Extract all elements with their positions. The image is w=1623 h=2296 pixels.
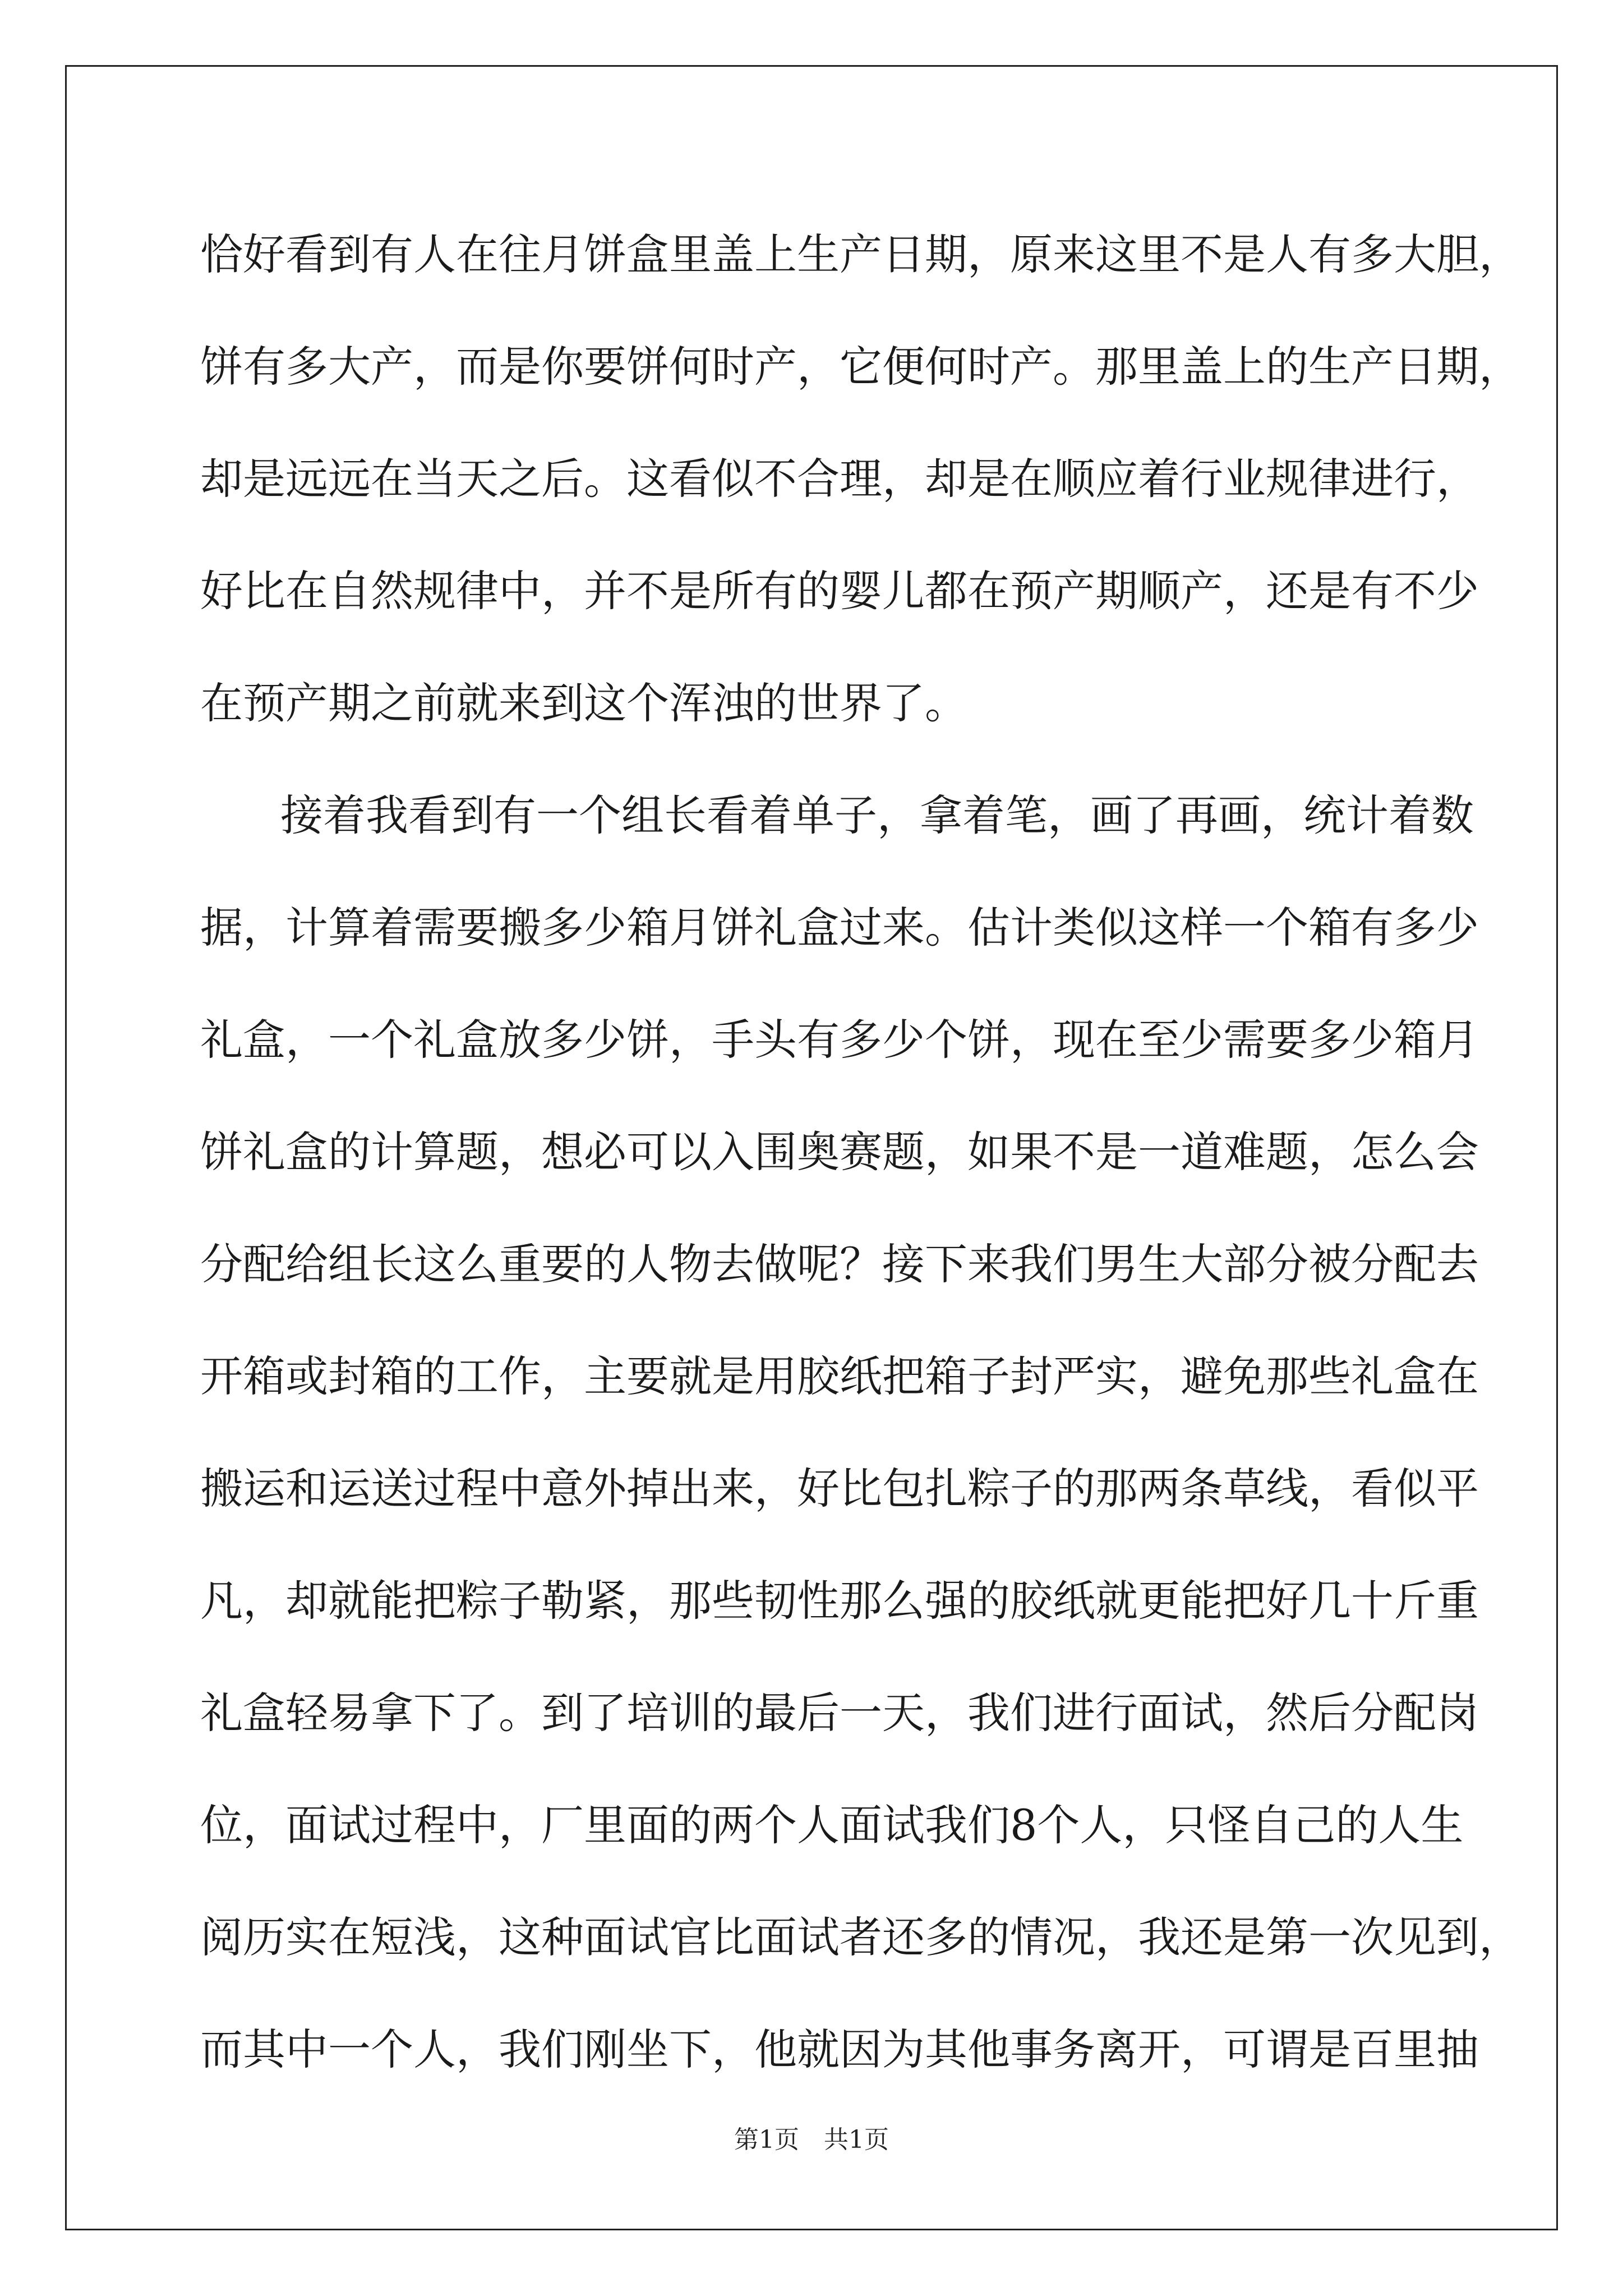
paragraph-line: 搬运和运送过程中意外掉出来，好比包扎粽子的那两条草线，看似平 bbox=[200, 1464, 1479, 1513]
paragraph-line: 阅历实在短浅，这种面试官比面试者还多的情况，我还是第一次见到， bbox=[200, 1912, 1521, 1962]
paragraph-line: 接着我看到有一个组长看着单子，拿着笔，画了再画，统计着数 bbox=[280, 790, 1474, 840]
paragraph-line: 好比在自然规律中，并不是所有的婴儿都在预产期顺产，还是有不少 bbox=[200, 566, 1479, 616]
page-footer: 第1页 共1页 bbox=[734, 2125, 889, 2154]
paragraph-line: 开箱或封箱的工作，主要就是用胶纸把箱子封严实，避免那些礼盒在 bbox=[200, 1351, 1479, 1401]
paragraph-line: 恰好看到有人在往月饼盒里盖上生产日期，原来这里不是人有多大胆， bbox=[200, 229, 1521, 279]
paragraph-line: 位，面试过程中，厂里面的两个人面试我们8个人，只怪自己的人生 bbox=[200, 1800, 1464, 1850]
paragraph-line: 饼礼盒的计算题，想必可以入围奥赛题，如果不是一道难题，怎么会 bbox=[200, 1127, 1479, 1177]
paragraph-line: 在预产期之前就来到这个浑浊的世界了。 bbox=[200, 678, 967, 728]
paragraph-line: 凡，却就能把粽子勒紧，那些韧性那么强的胶纸就更能把好几十斤重 bbox=[200, 1576, 1479, 1626]
paragraph-line: 而其中一个人，我们刚坐下，他就因为其他事务离开，可谓是百里抽 bbox=[200, 2024, 1479, 2074]
paragraph-line: 礼盒，一个礼盒放多少饼，手头有多少个饼，现在至少需要多少箱月 bbox=[200, 1015, 1479, 1065]
paragraph-line: 饼有多大产，而是你要饼何时产，它便何时产。那里盖上的生产日期， bbox=[200, 342, 1521, 392]
paragraph-line: 据，计算着需要搬多少箱月饼礼盒过来。估计类似这样一个箱有多少 bbox=[200, 903, 1479, 953]
paragraph-line: 却是远远在当天之后。这看似不合理，却是在顺应着行业规律进行， bbox=[200, 454, 1479, 504]
paragraph-line: 分配给组长这么重要的人物去做呢？接下来我们男生大部分被分配去 bbox=[200, 1239, 1479, 1289]
paragraph-line: 礼盒轻易拿下了。到了培训的最后一天，我们进行面试，然后分配岗 bbox=[200, 1688, 1479, 1738]
